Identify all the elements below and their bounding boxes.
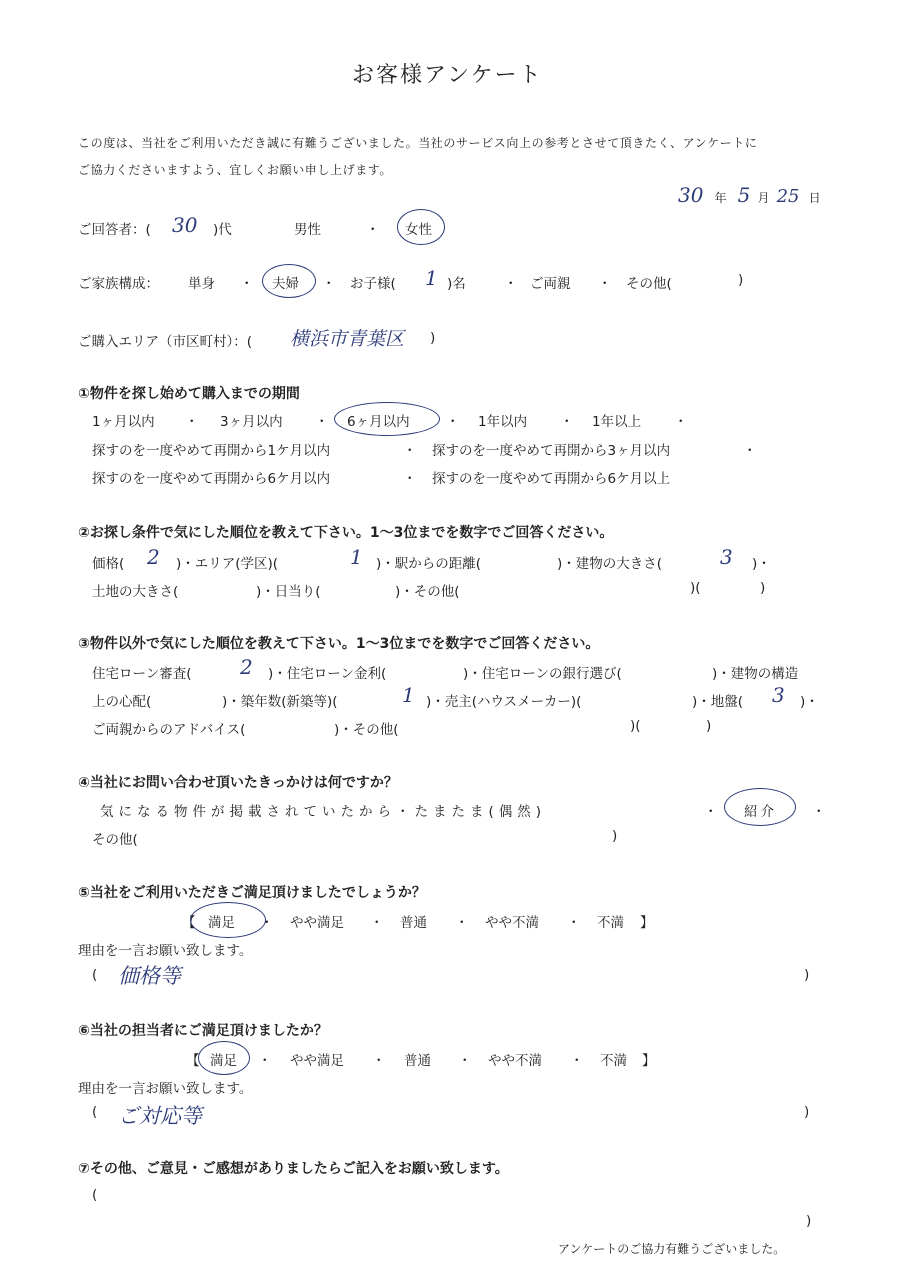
q1-option[interactable]: 探すのを一度やめて再開から6ケ月以上 bbox=[432, 471, 671, 487]
family-children-label: お子様( bbox=[350, 276, 396, 292]
q1-option[interactable]: 3ヶ月以内 bbox=[220, 414, 283, 430]
q5-reason-value[interactable]: 価格等 bbox=[118, 964, 181, 988]
q2-land-label: 土地の大きさ( bbox=[92, 584, 179, 600]
date-field[interactable] bbox=[678, 183, 821, 207]
q2-area-label: )・エリア(学区)( bbox=[176, 556, 279, 572]
q5-option-neutral[interactable]: 普通 bbox=[400, 915, 427, 931]
q1-option[interactable]: 探すのを一度やめて再開から6ケ月以内 bbox=[92, 471, 331, 487]
q6-reason-label: 理由を一言お願い致します。 bbox=[78, 1081, 253, 1097]
q7-heading: ⑦その他、ご意見・ご感想がありましたらご記入をお願い致します。 bbox=[78, 1161, 509, 1177]
q2-heading: ②お探し条件で気にした順位を教えて下さい。1～3位までを数字でご回答ください。 bbox=[78, 525, 614, 541]
q3-heading: ③物件以外で気にした順位を教えて下さい。1～3位までを数字でご回答ください。 bbox=[78, 636, 600, 652]
selection-circle bbox=[397, 209, 445, 245]
q2-price-label: 価格( bbox=[92, 556, 125, 572]
respondent-age-suffix: )代 bbox=[213, 222, 232, 238]
q6-option-neutral[interactable]: 普通 bbox=[404, 1053, 431, 1069]
q5-option-satisfied[interactable]: 満足 bbox=[208, 915, 235, 931]
q5-heading: ⑤当社をご利用いただきご満足頂けましたでしょうか？ bbox=[78, 885, 426, 901]
q3-ground-rank[interactable]: 3 bbox=[772, 683, 785, 707]
family-couple-option[interactable]: 夫婦 bbox=[272, 276, 299, 292]
q6-heading: ⑥当社の担当者にご満足頂けましたか？ bbox=[78, 1023, 328, 1039]
date-day-unit: 日 bbox=[808, 191, 821, 205]
q6-option-satisfied[interactable]: 満足 bbox=[210, 1053, 237, 1069]
family-parents-option[interactable]: ご両親 bbox=[530, 276, 571, 292]
q6-reason-value[interactable]: ご対応等 bbox=[118, 1104, 202, 1128]
q3-loan-review-rank[interactable]: 2 bbox=[240, 655, 253, 679]
q5-option-somewhat-dissatisfied[interactable]: やや不満 bbox=[485, 915, 539, 931]
separator-dot: ・ bbox=[366, 222, 380, 238]
q3-structure-label-2: 上の心配( bbox=[92, 694, 152, 710]
q5-option-dissatisfied[interactable]: 不満 bbox=[597, 915, 624, 931]
q3-age-label: )・築年数(新築等)( bbox=[222, 694, 338, 710]
q1-option[interactable]: 1年以上 bbox=[592, 414, 642, 430]
q6-option-somewhat-satisfied[interactable]: やや満足 bbox=[290, 1053, 344, 1069]
q3-age-rank[interactable]: 1 bbox=[402, 683, 415, 707]
q2-station-label: )・駅からの距離( bbox=[376, 556, 482, 572]
q3-structure-label: )・建物の構造 bbox=[712, 666, 799, 682]
q3-loan-rate-label: )・住宅ローン金利( bbox=[268, 666, 387, 682]
gender-female-option[interactable]: 女性 bbox=[405, 222, 432, 238]
q2-sun-label: )・日当り( bbox=[256, 584, 321, 600]
page-title: お客様アンケート bbox=[352, 63, 543, 88]
area-label: ご購入エリア（市区町村）：( bbox=[78, 334, 253, 350]
q1-option[interactable]: 1ヶ月以内 bbox=[92, 414, 155, 430]
q2-building-label: )・建物の大きさ( bbox=[557, 556, 663, 572]
q3-loan-review-label: 住宅ローン審査( bbox=[92, 666, 192, 682]
date-day: 25 bbox=[776, 186, 800, 207]
date-month-unit: 月 bbox=[757, 191, 770, 205]
footer-thanks: アンケートのご協力有難うございました。 bbox=[558, 1242, 786, 1256]
q5-option-somewhat-satisfied[interactable]: やや満足 bbox=[290, 915, 344, 931]
q2-price-rank[interactable]: 2 bbox=[147, 545, 160, 569]
selection-circle bbox=[334, 402, 440, 436]
gender-male-option[interactable]: 男性 bbox=[294, 222, 321, 238]
family-single-option[interactable]: 単身 bbox=[188, 276, 215, 292]
q3-advice-label: ご両親からのアドバイス( bbox=[92, 722, 246, 738]
q6-option-dissatisfied[interactable]: 不満 bbox=[600, 1053, 627, 1069]
date-year-unit: 年 bbox=[714, 191, 727, 205]
selection-circle bbox=[262, 264, 316, 298]
q2-other-label: )・その他( bbox=[395, 584, 460, 600]
intro-line-2: ご協力くださいますよう、宜しくお願い申し上げます。 bbox=[78, 163, 393, 177]
intro-line-1: この度は、当社をご利用いただき誠に有難うございました。当社のサービス向上の参考とさせて頂きたく、アンケートに bbox=[78, 136, 758, 150]
date-month: 5 bbox=[737, 183, 751, 207]
q3-seller-label: )・売主(ハウスメーカー)( bbox=[426, 694, 582, 710]
q1-option[interactable]: 探すのを一度やめて再開から1ケ月以内 bbox=[92, 443, 331, 459]
selection-circle bbox=[198, 1041, 250, 1075]
q1-option[interactable]: 1年以内 bbox=[478, 414, 528, 430]
q1-option[interactable]: 6ヶ月以内 bbox=[347, 414, 410, 430]
family-other-option[interactable]: その他( bbox=[626, 276, 672, 292]
respondent-age-value[interactable]: 30 bbox=[172, 213, 198, 237]
q4-other-label: その他( bbox=[92, 832, 138, 848]
selection-circle bbox=[724, 788, 796, 826]
selection-circle bbox=[190, 902, 266, 938]
family-label: ご家族構成： bbox=[78, 276, 159, 292]
q3-ground-label: )・地盤( bbox=[692, 694, 744, 710]
q4-option-listing[interactable]: 気になる物件が掲載されていたから・たまたま(偶然) bbox=[100, 804, 547, 820]
q6-option-somewhat-dissatisfied[interactable]: やや不満 bbox=[488, 1053, 542, 1069]
family-children-suffix: )名 bbox=[447, 276, 466, 292]
family-children-count[interactable]: 1 bbox=[425, 266, 438, 290]
q1-heading: ①物件を探し始めて購入までの期間 bbox=[78, 386, 300, 402]
q2-building-rank[interactable]: 3 bbox=[720, 545, 733, 569]
q4-option-referral[interactable]: 紹介 bbox=[744, 804, 777, 820]
q3-loan-bank-label: )・住宅ローンの銀行選び( bbox=[463, 666, 622, 682]
q1-option[interactable]: 探すのを一度やめて再開から3ヶ月以内 bbox=[432, 443, 671, 459]
q3-other-label: )・その他( bbox=[334, 722, 399, 738]
area-value[interactable]: 横浜市青葉区 bbox=[290, 328, 405, 350]
q7-comment-field[interactable] bbox=[100, 1192, 800, 1214]
date-year: 30 bbox=[678, 183, 704, 207]
respondent-label: ご回答者：( bbox=[78, 222, 151, 238]
q5-reason-label: 理由を一言お願い致します。 bbox=[78, 943, 253, 959]
q2-area-rank[interactable]: 1 bbox=[350, 545, 363, 569]
q4-heading: ④当社にお問い合わせ頂いたきっかけは何ですか？ bbox=[78, 775, 398, 791]
